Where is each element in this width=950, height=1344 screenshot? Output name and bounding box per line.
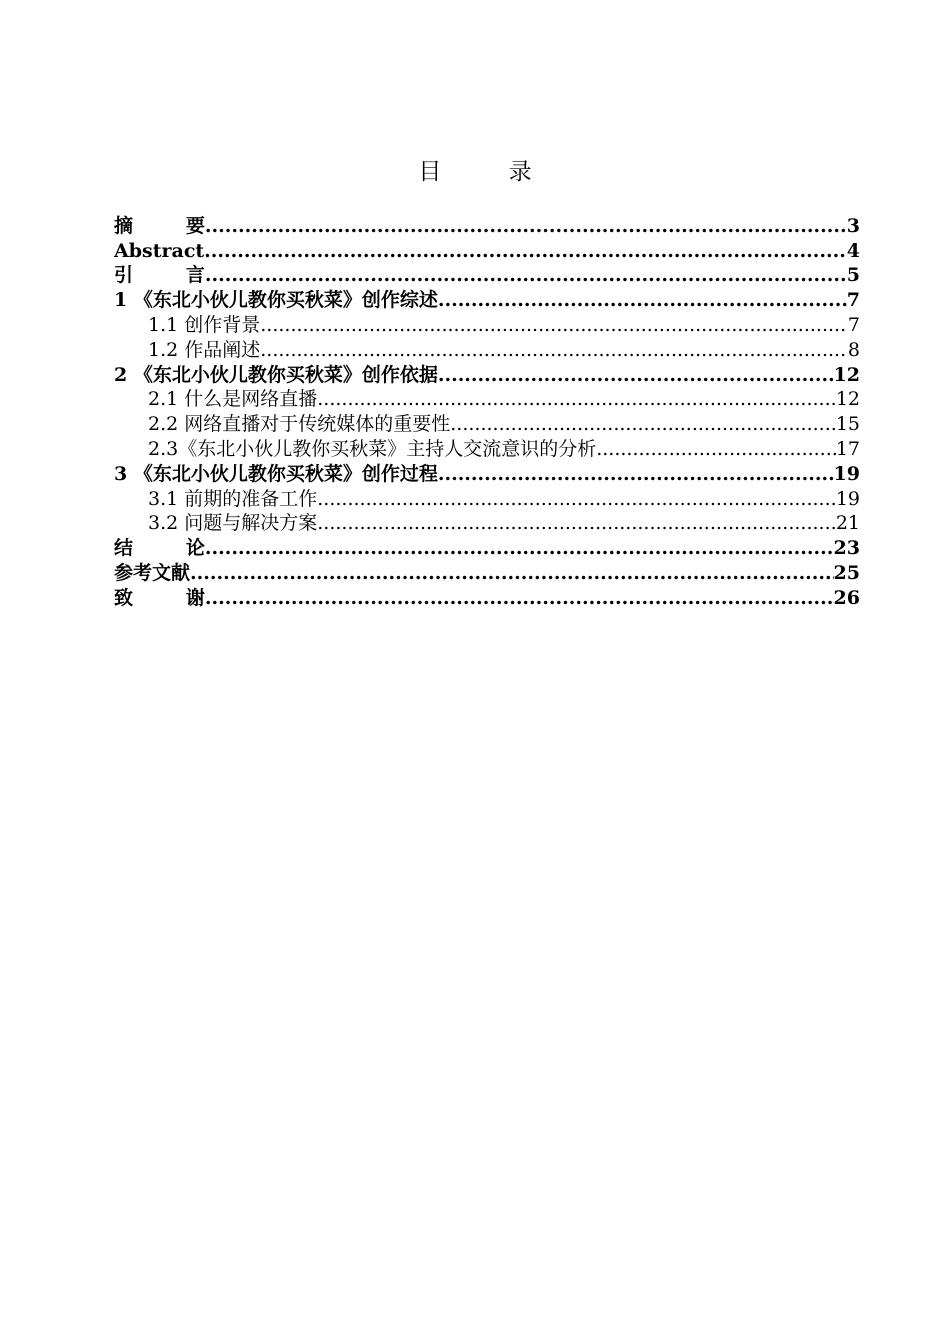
toc-entry[interactable] [114, 387, 860, 412]
toc-entry-label: 1.2 作品阐述 [148, 338, 261, 361]
toc-page-number: 7 [847, 313, 860, 336]
toc-entry[interactable] [114, 560, 860, 585]
toc-entry-label: 引 言 [114, 264, 205, 287]
toc-leader [205, 586, 834, 610]
toc-page-number: 15 [835, 413, 860, 436]
toc-leader [317, 511, 836, 535]
toc-entry-label: 2.1 什么是网络直播 [148, 388, 318, 411]
toc-entry[interactable] [114, 312, 860, 337]
toc-leader [205, 263, 847, 287]
toc-entry-label: Abstract [114, 239, 205, 262]
toc-entry[interactable] [114, 362, 860, 387]
toc-entry-label: 2.2 网络直播对于传统媒体的重要性 [148, 413, 451, 436]
toc-leader [317, 387, 836, 411]
toc-page-number: 17 [835, 437, 860, 460]
toc-entry-label: 结 论 [114, 537, 205, 560]
table-of-contents [114, 213, 860, 610]
toc-page-number: 12 [833, 363, 860, 386]
toc-page-number: 7 [846, 289, 860, 312]
toc-leader [205, 214, 847, 238]
toc-entry[interactable] [114, 263, 860, 288]
toc-leader [205, 536, 834, 560]
toc-entry-label: 参考文献 [114, 561, 191, 584]
toc-entry-label: 3.1 前期的准备工作 [148, 487, 318, 510]
toc-entry-label: 摘 要 [114, 214, 205, 237]
toc-page-number: 25 [833, 561, 860, 584]
toc-entry[interactable] [114, 436, 860, 461]
toc-entry[interactable] [114, 287, 860, 312]
toc-entry-label: 3 《东北小伙儿教你买秋菜》创作过程 [114, 462, 438, 485]
toc-page-number: 19 [835, 487, 860, 510]
toc-entry[interactable] [114, 337, 860, 362]
toc-page-number: 23 [833, 537, 860, 560]
toc-leader [260, 313, 848, 337]
toc-entry-label: 2 《东北小伙儿教你买秋菜》创作依据 [114, 363, 438, 386]
toc-entry-label: 1 《东北小伙儿教你买秋菜》创作综述 [114, 289, 438, 312]
toc-leader [317, 487, 836, 511]
toc-page-number: 3 [846, 214, 860, 237]
toc-leader [438, 363, 834, 387]
toc-entry[interactable] [114, 511, 860, 536]
toc-page-number: 12 [835, 388, 860, 411]
toc-leader [438, 462, 834, 486]
toc-entry[interactable] [114, 411, 860, 436]
toc-entry-label: 1.1 创作背景 [148, 313, 261, 336]
toc-leader [596, 437, 836, 461]
toc-entry-label: 2.3《东北小伙儿教你买秋菜》主持人交流意识的分析 [148, 437, 597, 460]
toc-leader [450, 412, 836, 436]
toc-page-number: 5 [846, 264, 860, 287]
toc-leader [190, 561, 834, 585]
toc-page-number: 26 [833, 586, 860, 609]
toc-entry-label: 致 谢 [114, 586, 205, 609]
toc-page-number: 19 [833, 462, 860, 485]
toc-entry[interactable] [114, 238, 860, 263]
toc-leader [438, 288, 847, 312]
toc-page-number: 4 [846, 239, 860, 262]
toc-entry[interactable] [114, 535, 860, 560]
toc-page-number: 21 [835, 512, 860, 535]
toc-entry[interactable] [114, 461, 860, 486]
toc-entry[interactable] [114, 213, 860, 238]
toc-leader [260, 338, 848, 362]
toc-entry[interactable] [114, 486, 860, 511]
toc-entry-label: 3.2 问题与解决方案 [148, 512, 318, 535]
toc-entry[interactable] [114, 585, 860, 610]
toc-page-number: 8 [847, 338, 860, 361]
toc-leader [204, 239, 847, 263]
page-title: 目 录 [418, 159, 562, 185]
